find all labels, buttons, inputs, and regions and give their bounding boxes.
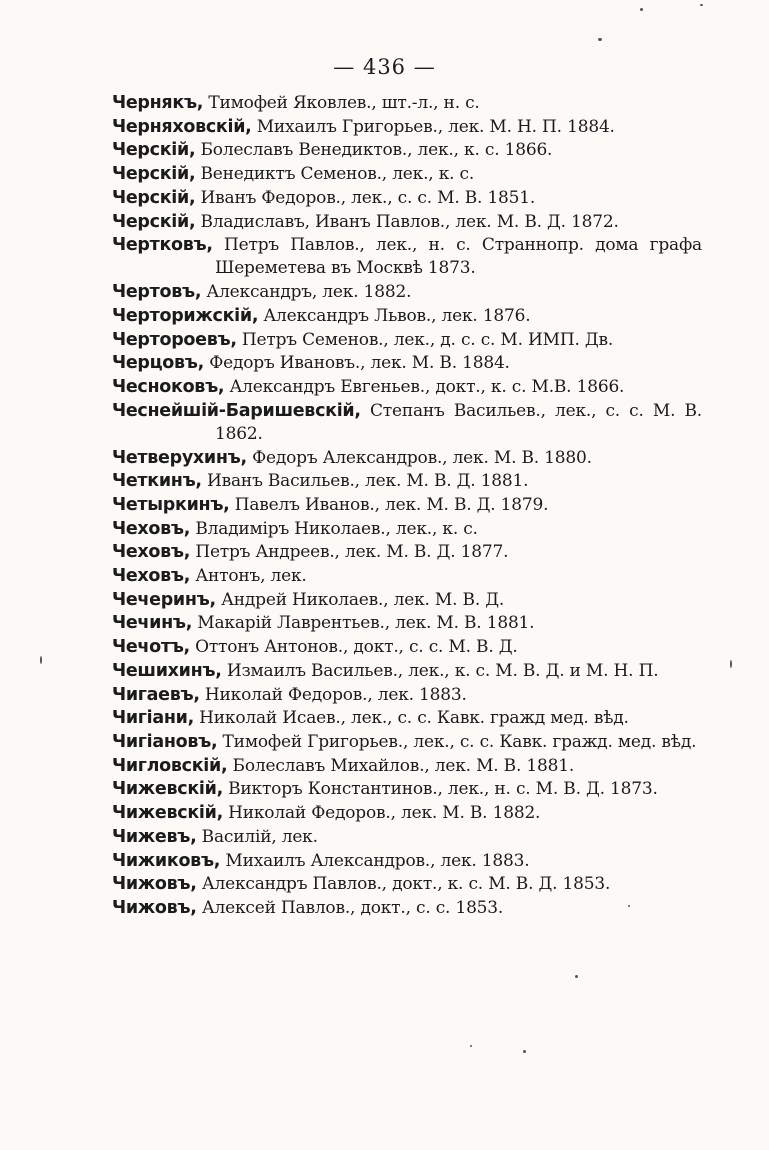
entry-details: Василій, лек. xyxy=(196,826,318,847)
entry-surname: Чеховъ, xyxy=(112,566,191,587)
entry-surname: Черскій, xyxy=(112,164,196,185)
list-item xyxy=(112,707,702,730)
entry-details: Алексей Павлов., докт., с. с. 1853. xyxy=(196,897,504,918)
entry-details: Иванъ Васильев., лек. М. В. Д. 1881. xyxy=(201,471,529,492)
entry-surname: Чертороевъ, xyxy=(112,329,237,350)
entry-details: Оттонъ Антонов., докт., с. с. М. В. Д. xyxy=(189,637,518,658)
page-number: — 436 — xyxy=(333,55,436,79)
list-item xyxy=(112,826,702,849)
list-item xyxy=(112,376,702,399)
list-item xyxy=(112,139,702,162)
entry-details: Антонъ, лек. xyxy=(190,566,307,587)
entry-surname: Чижевъ, xyxy=(112,826,197,847)
list-item xyxy=(112,234,702,280)
entry-surname: Чечотъ, xyxy=(112,637,190,658)
entry-surname: Чертовъ, xyxy=(112,282,202,303)
entry-surname: Чигіановъ, xyxy=(112,731,218,752)
entry-surname: Черторижскій, xyxy=(112,305,259,326)
list-item xyxy=(112,755,702,778)
list-item xyxy=(112,636,702,659)
entry-details: Николай Федоров., лек. 1883. xyxy=(199,684,467,705)
list-item xyxy=(112,565,702,588)
list-item xyxy=(112,660,702,683)
list-item xyxy=(112,731,702,754)
entry-surname: Чешихинъ, xyxy=(112,660,222,681)
list-item xyxy=(112,589,702,612)
list-item xyxy=(112,612,702,635)
list-item xyxy=(112,400,702,446)
entry-details: Степанъ Васильев., лек., с. с. М. В. 1862. xyxy=(215,400,702,444)
entry-details: Александръ Львов., лек. 1876. xyxy=(258,305,531,326)
entry-details: Михаилъ Григорьев., лек. М. Н. П. 1884. xyxy=(251,116,615,137)
list-item xyxy=(112,163,702,186)
entry-details: Викторъ Константинов., лек., н. с. М. В. Д. 1873. xyxy=(222,779,658,800)
entry-surname: Черскій, xyxy=(112,140,196,161)
entry-surname: Черняховскій, xyxy=(112,116,252,137)
entry-details: Николай Исаев., лек., с. с. Кавк. гражд мед. вѣд. xyxy=(193,708,629,729)
entry-surname: Чеховъ, xyxy=(112,518,191,539)
entry-surname: Чижевскій, xyxy=(112,779,223,800)
entry-surname: Черцовъ, xyxy=(112,353,205,374)
entry-surname: Четкинъ, xyxy=(112,471,202,492)
entry-details: Иванъ Федоров., лек., с. с. М. В. 1851. xyxy=(195,187,536,208)
entry-details: Павелъ Иванов., лек. М. В. Д. 1879. xyxy=(229,494,549,515)
entry-surname: Черскій, xyxy=(112,211,196,232)
entry-surname: Чигаевъ, xyxy=(112,684,200,705)
entry-details: Андрей Николаев., лек. М. В. Д. xyxy=(215,589,505,610)
entry-surname: Чеснейшій-Баришевскій, xyxy=(112,400,361,421)
list-item xyxy=(112,447,702,470)
list-item xyxy=(112,352,702,375)
entry-surname: Чижовъ, xyxy=(112,897,197,918)
list-item xyxy=(112,897,702,920)
entry-details: Болеславъ Венедиктов., лек., к. с. 1866. xyxy=(195,140,553,161)
entry-details: Тимофей Яковлев., шт.-л., н. с. xyxy=(203,93,480,113)
list-item xyxy=(112,802,702,825)
list-item xyxy=(112,329,702,352)
list-item xyxy=(112,470,702,493)
list-item xyxy=(112,211,702,234)
list-item xyxy=(112,92,702,115)
entry-surname: Чижовъ, xyxy=(112,874,197,895)
entry-surname: Чижиковъ, xyxy=(112,850,221,871)
entry-details: Владиміръ Николаев., лек., к. с. xyxy=(190,518,478,539)
entry-details: Михаилъ Александров., лек. 1883. xyxy=(220,850,530,871)
entry-surname: Чечинъ, xyxy=(112,613,193,634)
entry-list xyxy=(112,92,702,921)
entry-surname: Чигіани, xyxy=(112,708,194,729)
entry-details: Болеславъ Михайлов., лек. М. В. 1881. xyxy=(227,755,575,776)
entry-surname: Чесноковъ, xyxy=(112,376,225,397)
entry-surname: Чижевскій, xyxy=(112,803,223,824)
list-item xyxy=(112,778,702,801)
list-item xyxy=(112,281,702,304)
list-item xyxy=(112,518,702,541)
list-item xyxy=(112,541,702,564)
entry-details: Федоръ Александров., лек. М. В. 1880. xyxy=(246,447,592,468)
entry-surname: Чигловскій, xyxy=(112,755,228,776)
entry-details: Петръ Андреев., лек. М. В. Д. 1877. xyxy=(190,542,509,563)
entry-surname: Чертковъ, xyxy=(112,235,213,256)
entry-details: Федоръ Ивановъ., лек. М. В. 1884. xyxy=(204,353,510,374)
list-item xyxy=(112,494,702,517)
entry-surname: Чернякъ, xyxy=(112,93,204,113)
entry-details: Петръ Павлов., лек., н. с. Страннопр. дома графа Шереметева въ Москвѣ 1873. xyxy=(212,235,702,279)
entry-surname: Черскій, xyxy=(112,187,196,208)
entry-details: Тимофей Григорьев., лек., с. с. Кавк. гражд. мед. вѣд. xyxy=(217,731,697,752)
entry-surname: Четыркинъ, xyxy=(112,494,230,515)
list-item xyxy=(112,850,702,873)
list-item xyxy=(112,305,702,328)
entry-details: Венедиктъ Семенов., лек., к. с. xyxy=(195,164,475,185)
list-item xyxy=(112,116,702,139)
entry-details: Николай Федоров., лек. М. В. 1882. xyxy=(222,803,541,824)
list-item xyxy=(112,684,702,707)
entry-details: Александръ Павлов., докт., к. с. М. В. Д. 1853. xyxy=(196,874,611,895)
entry-details: Александръ, лек. 1882. xyxy=(201,282,412,303)
list-item xyxy=(112,873,702,896)
entry-surname: Чечеринъ, xyxy=(112,589,216,610)
entry-surname: Чеховъ, xyxy=(112,542,191,563)
entry-details: Владиславъ, Иванъ Павлов., лек. М. В. Д. 1872. xyxy=(195,211,619,232)
entry-surname: Четверухинъ, xyxy=(112,447,247,468)
entry-details: Александръ Евгеньев., докт., к. с. М.В. 1866. xyxy=(224,376,625,397)
list-item xyxy=(112,187,702,210)
entry-details: Измаилъ Васильев., лек., к. с. М. В. Д. и М. Н. П. xyxy=(221,660,659,681)
entry-details: Петръ Семенов., лек., д. с. с. М. ИМП. Дв. xyxy=(236,329,614,350)
entry-details: Макарій Лаврентьев., лек. М. В. 1881. xyxy=(192,613,535,634)
